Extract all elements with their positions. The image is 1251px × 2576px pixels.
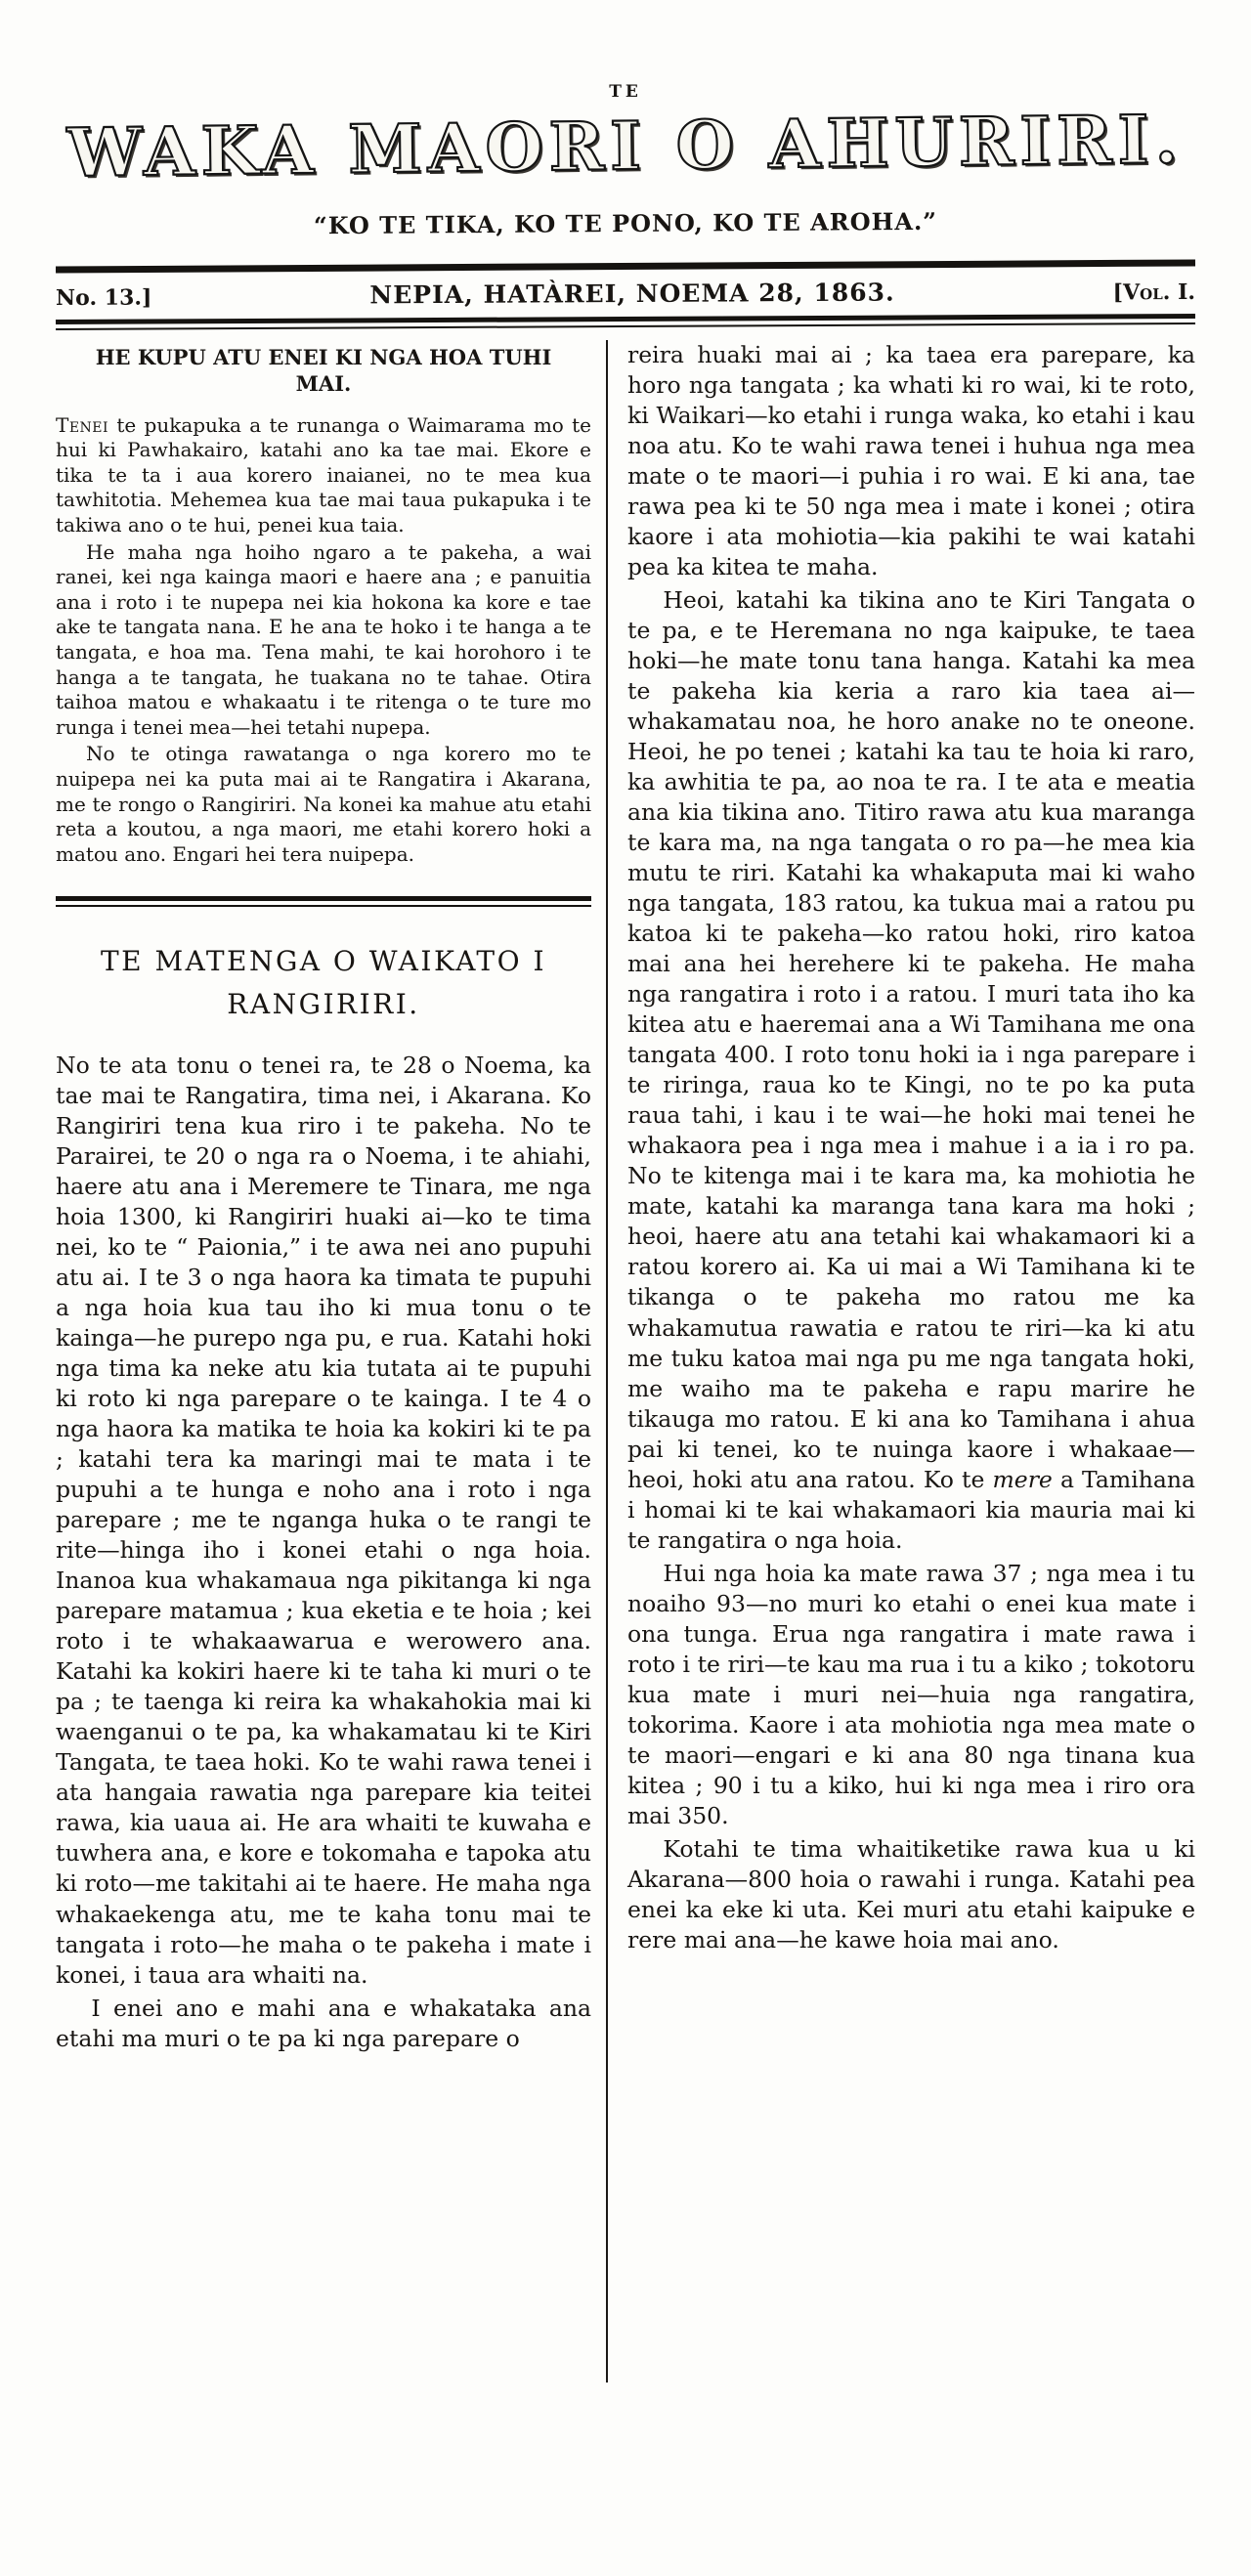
paragraph-text: te pukapuka a te runanga o Waimarama mo te hui ki Pawhakairo, katahi ano ka tae mai. Ekore e tika te ta i aua korero inaianei, no te mea kua tawhitotia. Mehemea kua tae mai taua pukapuka i te takiwa ano o te hui, penei kua taia.	[56, 412, 591, 537]
paragraph: He maha nga hoiho ngaro a te pakeha, a wai ranei, kei nga kainga maori e haere ana ; e panuitia ana i roto i te nupepa nei kia hokona ka kore e tae ake te tangata nana. E he ana te hoko i te hanga a te tangata, e hoa ma. Tena mahi, te kai horohoro i te hanga a te tangata, he tuakana no te tahae. Otira taihoa matou e whakaatu i te ritenga o te ture mo runga i tenei mea—hei tetahi nupepa.	[56, 539, 591, 739]
dateline-row	[56, 277, 1195, 311]
paragraph: No te otinga rawatanga o nga korero mo te nuipepa nei ka puta mai ai te Rangatira i Akarana, me te rongo o Rangiriri. Na konei ka mahue atu etahi reta a koutou, a nga maori, me etahi korero hoki a matou ano. Engari hei tera nuipepa.	[56, 742, 591, 866]
paragraph: I enei ano e mahi ana e whakataka ana etahi ma muri o te pa ki nga parepare o	[56, 1994, 591, 2052]
header-double-rule	[56, 314, 1195, 330]
volume-number: [Vol. I.	[1112, 279, 1196, 306]
paragraph-text: a Tamihana i homai ki te kai whakamaori kia mauria mai ki te rangatira o nga hoia.	[627, 1465, 1195, 1554]
paragraph: reira huaki mai ai ; ka taea era parepare, ka horo nga tangata ; ka whati ki ro wai, ki te roto, ki Waikari—ko etahi i runga waka, ko etahi i kau noa atu. Ko te wahi rawa tenei i huhua nga mea mate o te maori—i puhia i ro wai. E ki ana, tae rawa pea ki te 50 nga mea i mate i konei ; otira kaore i ata mohiotia—kia pakihi te wai katahi pea ka kitea te maha.	[627, 341, 1195, 581]
section2-heading-line2: RANGIRIRI.	[227, 987, 420, 1020]
paragraph: Kotahi te tima whaitiketike rawa kua u ki Akarana—800 hoia o rawahi i runga. Katahi pea enei ka eke ki uta. Kei muri atu etahi kaipuke e rere mai ana—he kawe hoia mai ano.	[627, 1834, 1195, 1953]
paragraph: No te ata tonu o tenei ra, te 28 o Noema, ka tae mai te Rangatira, tima nei, i Akarana. Ko Rangiriri tena kua riro i te pakeha. No te Parairei, te 20 o nga ra o Noema, i te ahiahi, haere atu ana i Meremere te Tinara, me nga hoia 1300, ki Rangiriri huaki ai—ko te tima nei, ko te “ Paionia,” i te awa nei ano pupuhi atu ai. I te 3 o nga haora ka timata te pupuhi a nga hoia kua tau iho ki mua tonu o te kainga—he purepo nga pu, e rua. Katahi hoki nga tima ka neke atu kia tutata ai te pupuhi ki roto ki nga parepare o te kainga. I te 4 o nga haora ka matika te hoia ka kokiri ki te pa ; katahi tera ka maringi mai te mata i te pupuhi a te hunga e noho ana i roto i nga parepare ; me te nganga huka o te rangi te rite—hinga iho i konei etahi o nga hoia. Inanoa kua whakamaua nga pikitanga ki nga parepare matamua ; kua eketia e te hoia ; kei roto i te whakaawarua e werowero ana. Katahi ka kokiri haere ki te taha ki muri o te pa ; te taenga ki reira ka whakahokia mai ki waenganui o te pa, ka whakamatau ki te Kiri Tangata, te taea hoki. Ko te wahi rawa tenei i ata hangaia rawatia nga parepare kia teitei rawa, kia uaua ai. He ara whaiti te kuwaha e tuwhera ana, e kore e tokomaha e tapoka atu ki roto—me takitahi ai te haere. He maha nga whakaekenga atu, me te kaha tonu mai te tangata i roto—he maha o te pakeha i mate i konei, i taua ara whaiti na.	[56, 1052, 591, 1989]
paragraph	[627, 585, 1195, 1556]
masthead-pretitle: TE	[609, 82, 642, 102]
masthead	[0, 0, 1251, 240]
section1-heading: HE KUPU ATU ENEI KI NGA HOA TUHI MAI.	[95, 345, 552, 397]
issue-number: No. 13.]	[55, 284, 152, 312]
top-rule	[56, 259, 1195, 273]
section2-heading	[56, 940, 591, 1025]
masthead-motto: “KO TE TIKA, KO TE PONO, KO TE AROHA.”	[313, 206, 938, 240]
body-columns	[56, 340, 1195, 2383]
lead-word: Tenei	[56, 412, 109, 437]
place-dateline: NEPIA, HATÀREI, NOEMA 28, 1863.	[369, 278, 895, 310]
masthead-title: WAKA MAORI O AHURIRI.	[66, 101, 1185, 193]
section2-heading-line1: TE MATENGA O WAIKATO I	[100, 945, 547, 978]
italic-word: mere	[992, 1465, 1053, 1493]
section-divider-rule	[56, 896, 591, 907]
left-column	[56, 340, 606, 2383]
paragraph: Hui nga hoia ka mate rawa 37 ; nga mea i tu noaiho 93—no muri ko etahi o enei kua mate i ona tunga. Erua nga rangatira i mate rawa i roto i te riri—te kau ma rua i tu a kiko ; tokotoru kua mate i muri nei—huia nga rangatira, tokorima. Kaore i ata mohiotia nga mea mate o te maori—engari e ki ana 80 nga tinana kua kitea ; 90 i tu a kiko, hui ki nga mea i riro ora mai 350.	[627, 1559, 1195, 1829]
paragraph	[56, 413, 591, 538]
right-column	[608, 340, 1195, 2383]
paragraph-text: Heoi, katahi ka tikina ano te Kiri Tangata o te pa, e te Heremana no nga kaipuke, te taea hoki—he mate tonu tana hanga. Katahi ka mea te pakeha kia keria a raro kia taea ai—whakamatau noa, he horo anake no te oneone. Heoi, he po tenei ; katahi ka tau te hoia ki raro, ka awhitia te pa, ao noa te ra. I te ata e meatia ana kia tikina ano. Titiro rawa atu kua maranga te kara ma, na nga tangata o ro pa—he mea kia mutu te riri. Katahi ka whakaputa mai ki waho nga tangata, 183 ratou, ka tukua mai a ratou pu katoa ki te pakeha—ko ratou hoki, riro katoa mai ana hei herehere ki te pakeha. He maha nga rangatira i roto i a ratou. I muri tata iho ka kitea atu e haeremai ana a Wi Tamihana me ona tangata 400. I roto tonu hoki ia i nga parepare i te riringa, raua ko te Kingi, no te po ka puta raua tahi, i kau i te wai—he hoki mai tenei he whakaora pea i nga mea i mahue i a ia i ro pa. No te kitenga mai i te kara ma, ka mohiotia he mate, katahi ka maranga tana kara ma hoki ; heoi, haere atu ana tetahi kai whakamaori ki a ratou korero ai. Ka ui mai a Wi Tamihana ki te tikanga o te pakeha mo ratou me ka whakamutua rawatia e ratou te riri—ka ki atu me tuku katoa mai nga pu me nga tangata hoki, me waiho ma te pakeha e rapu marire he tikauga mo ratou. E ki ana ko Tamihana i ahua pai ki tenei, ko te nuinga kaore i whakaae—heoi, hoki atu ana ratou. Ko te	[627, 586, 1195, 1493]
